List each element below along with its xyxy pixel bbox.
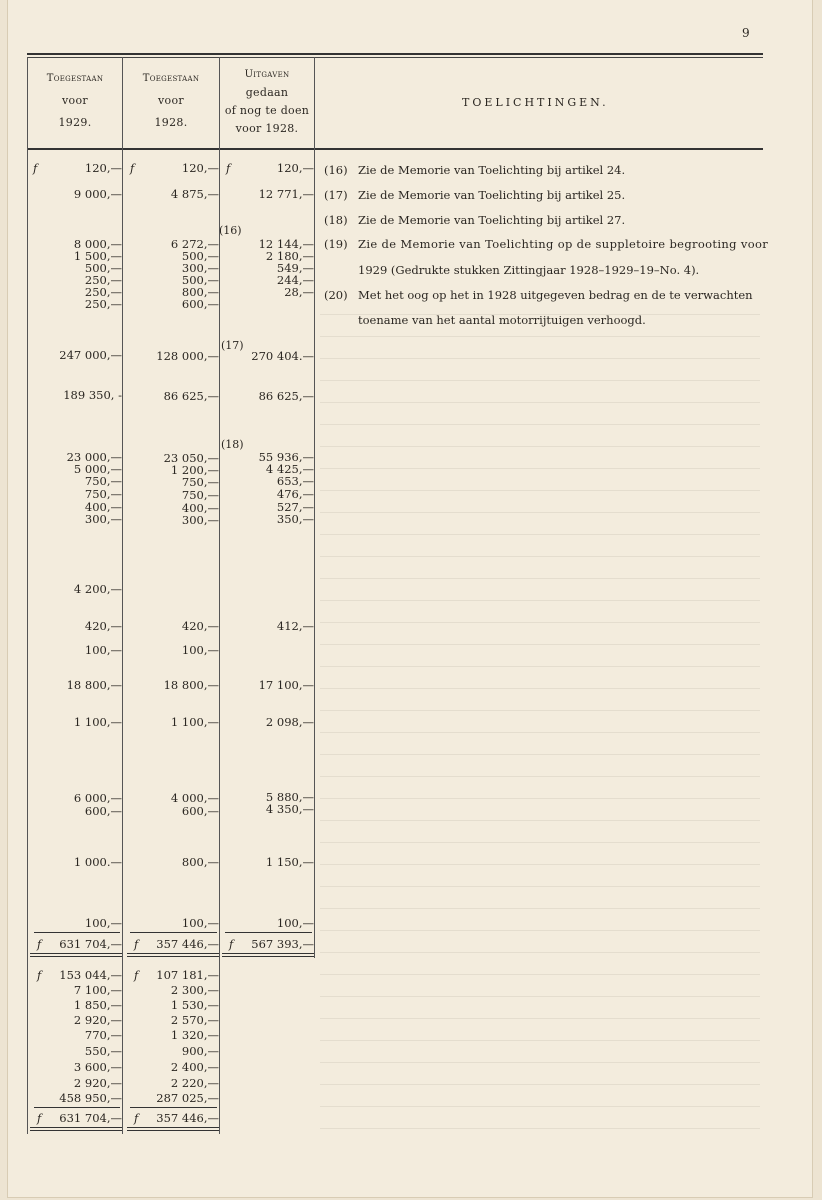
currency-symbol: f (134, 968, 139, 982)
summary-1928: 900,— (181, 1044, 219, 1058)
amount-1928: 800,— (181, 285, 219, 299)
amount-1929: 1 000.— (73, 855, 122, 869)
summary-1928: 2 570,— (170, 1013, 219, 1027)
amount-1928: 600,— (181, 804, 219, 818)
amount-1929: 4 200,— (73, 582, 122, 596)
amount-1929: 23 000,— (66, 450, 122, 464)
amount-spent: 1 150,— (265, 855, 314, 869)
amount-spent: 244,— (276, 273, 314, 287)
amount-spent: 4 425,— (265, 462, 314, 476)
amount-spent: 12 144,— (258, 237, 314, 251)
note-text: Zie de Memorie van Toelichting op de suppletoire begrooting voor (358, 237, 769, 251)
grand-total-1929: 631 704,— (59, 1111, 122, 1125)
amount-1928: 420,— (181, 619, 219, 633)
currency-symbol: f (134, 937, 139, 951)
header-col2-voor: voor (158, 94, 184, 107)
header-col1-year: 1929. (58, 116, 92, 129)
header-col2-year: 1928. (154, 116, 188, 129)
double-rule (30, 953, 122, 957)
note-text: Zie de Memorie van Toelichting bij artikel 24. (358, 163, 626, 177)
currency-symbol: f (33, 161, 38, 175)
note-16 (324, 164, 625, 176)
marker-18: (18) (221, 438, 244, 451)
header-col3-line4: voor 1928. (235, 122, 299, 135)
currency-symbol: f (226, 161, 231, 175)
amount-1928: 86 625,— (163, 389, 219, 403)
amount-1929: 100,— (84, 643, 122, 657)
amount-1929: 247 000,— (59, 348, 122, 362)
amount-1928: 23 050,— (163, 451, 219, 465)
currency-symbol: f (229, 937, 234, 951)
header-col2-title: Toegestaan (142, 73, 200, 84)
amount-1928: 500,— (181, 273, 219, 287)
marker-17: (17) (221, 339, 244, 352)
summary-1929: 1 850,— (73, 998, 122, 1012)
amount-1929: 400,— (84, 500, 122, 514)
amount-spent: 86 625,— (258, 389, 314, 403)
summary-1929: 458 950,— (59, 1091, 122, 1105)
amount-1928: 400,— (181, 501, 219, 515)
marker-16: (16) (219, 224, 242, 237)
summary-1929: 2 920,— (73, 1076, 122, 1090)
sum-rule (34, 1107, 120, 1108)
summary-1928: 2 220,— (170, 1076, 219, 1090)
header-col1-title: Toegestaan (46, 73, 104, 84)
amount-spent: 55 936,— (258, 450, 314, 464)
column-line-1 (122, 57, 123, 1134)
currency-symbol: f (37, 1111, 42, 1125)
amount-1929: 189 350, - (63, 388, 122, 402)
amount-spent: 5 880,— (265, 790, 314, 804)
note-19-continued: 1929 (Gedrukte stukken Zittingjaar 1928–1929–19–No. 4). (358, 263, 700, 277)
header-col3-line2: gedaan (245, 86, 289, 99)
summary-1928: 287 025,— (156, 1091, 219, 1105)
column-line-2 (219, 57, 220, 1134)
total-spent: 567 393,— (251, 937, 314, 951)
summary-1929: 153 044,— (59, 968, 122, 982)
total-1928: 357 446,— (156, 937, 219, 951)
column-line-3 (314, 57, 315, 958)
sum-rule (34, 932, 120, 933)
currency-symbol: f (134, 1111, 139, 1125)
amount-1928: 120,— (181, 161, 219, 175)
double-rule (222, 953, 314, 957)
amount-spent: 412,— (276, 619, 314, 633)
note-20-continued: toename van het aantal motorrijtuigen verhoogd. (358, 313, 646, 327)
amount-1929: 5 000,— (73, 462, 122, 476)
amount-spent: 527,— (276, 500, 314, 514)
summary-1929: 3 600,— (73, 1060, 122, 1074)
amount-spent: 12 771,— (258, 187, 314, 201)
header-col3-title: Uitgaven (244, 69, 290, 80)
note-20 (324, 289, 753, 301)
total-1929: 631 704,— (59, 937, 122, 951)
amount-1928: 300,— (181, 513, 219, 527)
amount-1928: 600,— (181, 297, 219, 311)
amount-1928: 750,— (181, 475, 219, 489)
amount-spent: 17 100,— (258, 678, 314, 692)
amount-1929: 1 500,— (73, 249, 122, 263)
page-number: 9 (742, 26, 750, 40)
amount-1929: 250,— (84, 285, 122, 299)
summary-1929: 7 100,— (73, 983, 122, 997)
amount-1928: 128 000,— (156, 349, 219, 363)
amount-1928: 100,— (181, 643, 219, 657)
amount-1929: 18 800,— (66, 678, 122, 692)
amount-spent: 4 350,— (265, 802, 314, 816)
amount-spent: 28,— (284, 285, 314, 299)
note-18 (324, 214, 625, 226)
note-number: (16) (324, 163, 348, 177)
summary-1929: 2 920,— (73, 1013, 122, 1027)
amount-spent: 120,— (276, 161, 314, 175)
note-number: (20) (324, 288, 348, 302)
note-number: (19) (324, 237, 348, 251)
note-text: Met het oog op het in 1928 uitgegeven bedrag en de te verwachten (358, 288, 753, 302)
amount-spent: 653,— (276, 474, 314, 488)
amount-1929: 120,— (84, 161, 122, 175)
grand-total-1928: 357 446,— (156, 1111, 219, 1125)
amount-1928: 1 200,— (170, 463, 219, 477)
amount-spent: 2 180,— (265, 249, 314, 263)
double-rule (127, 953, 219, 957)
header-col-1929 (28, 70, 122, 132)
amount-1929: 750,— (84, 474, 122, 488)
currency-symbol: f (130, 161, 135, 175)
amount-1929: 8 000,— (73, 237, 122, 251)
amount-1928: 4 000,— (170, 791, 219, 805)
summary-1928: 1 530,— (170, 998, 219, 1012)
amount-spent: 476,— (276, 487, 314, 501)
amount-1929: 9 000,— (73, 187, 122, 201)
header-col-uitgaven (220, 66, 314, 138)
note-text: Zie de Memorie van Toelichting bij artikel 25. (358, 188, 626, 202)
amount-1928: 300,— (181, 261, 219, 275)
currency-symbol: f (37, 937, 42, 951)
toelichtingen-title: TOELICHTINGEN. (462, 96, 609, 109)
amount-spent: 270 404.— (251, 349, 314, 363)
summary-1928: 2 400,— (170, 1060, 219, 1074)
amount-1929: 250,— (84, 297, 122, 311)
summary-1928: 1 320,— (170, 1028, 219, 1042)
note-17 (324, 189, 625, 201)
top-rule-thin (27, 57, 763, 58)
amount-spent: 100,— (276, 916, 314, 930)
bleed-through-texture (320, 300, 760, 1130)
amount-1928: 4 875,— (170, 187, 219, 201)
sum-rule (130, 932, 217, 933)
amount-1928: 750,— (181, 488, 219, 502)
header-rule (27, 148, 763, 150)
amount-1928: 500,— (181, 249, 219, 263)
amount-1928: 6 272,— (170, 237, 219, 251)
amount-1929: 300,— (84, 512, 122, 526)
top-rule (27, 53, 763, 55)
sum-rule (225, 932, 312, 933)
amount-1928: 18 800,— (163, 678, 219, 692)
note-number: (18) (324, 213, 348, 227)
summary-1929: 550,— (84, 1044, 122, 1058)
amount-1929: 500,— (84, 261, 122, 275)
sum-rule (130, 1107, 217, 1108)
amount-1929: 600,— (84, 804, 122, 818)
double-rule (127, 1127, 219, 1131)
amount-spent: 2 098,— (265, 715, 314, 729)
header-col-1928 (123, 70, 219, 132)
note-text: Zie de Memorie van Toelichting bij artikel 27. (358, 213, 626, 227)
double-rule (30, 1127, 122, 1131)
amount-1929: 6 000,— (73, 791, 122, 805)
amount-1929: 420,— (84, 619, 122, 633)
note-19 (324, 238, 768, 250)
currency-symbol: f (37, 968, 42, 982)
note-number: (17) (324, 188, 348, 202)
amount-1928: 100,— (181, 916, 219, 930)
header-col3-line3: of nog te doen (224, 104, 310, 117)
summary-1928: 2 300,— (170, 983, 219, 997)
summary-1929: 770,— (84, 1028, 122, 1042)
amount-1929: 750,— (84, 487, 122, 501)
header-col1-voor: voor (62, 94, 88, 107)
amount-1928: 800,— (181, 855, 219, 869)
amount-1928: 1 100,— (170, 715, 219, 729)
amount-1929: 100,— (84, 916, 122, 930)
amount-1929: 1 100,— (73, 715, 122, 729)
column-line-left (27, 57, 28, 1134)
summary-1928: 107 181,— (156, 968, 219, 982)
amount-spent: 549,— (276, 261, 314, 275)
amount-1929: 250,— (84, 273, 122, 287)
amount-spent: 350,— (276, 512, 314, 526)
